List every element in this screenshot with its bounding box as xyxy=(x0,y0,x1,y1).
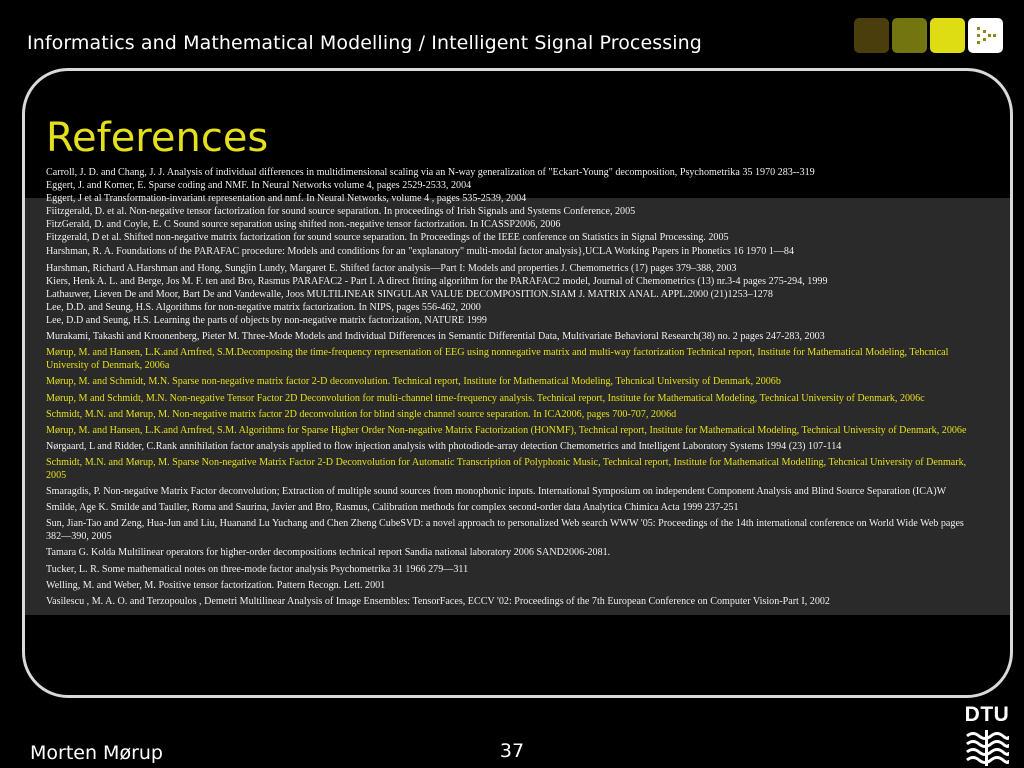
brand-square-white xyxy=(968,18,1003,53)
reference-item: Vasilescu , M. A. O. and Terzopoulos , Demetri Multilinear Analysis of Image Ensembles: TensorFaces, ECCV '02: Proceedings of the 7th European Conference on Computer Vision-Part I, 2002 xyxy=(46,595,830,607)
reference-item: Sun, Jian-Tao and Zeng, Hua-Jun and Liu, Huanand Lu Yuchang and Chen Zheng CubeSVD: a novel approach to personalized Web search WWW '05: Proceedings of the 14th international conference on World Wide Web pages 382—390, 2005 xyxy=(46,518,964,543)
reference-item: Murakami, Takashi and Kroonenberg, Pieter M. Three-Mode Models and Individual Differences in Semantic Differential Data, Multivariate Behavioral Research(38) no. 2 pages 247-283, 2003 xyxy=(46,331,825,343)
reference-item: Lee, D.D and Seung, H.S. Learning the parts of objects by non-negative matrix factorization, NATURE 1999 xyxy=(46,315,487,327)
dtu-logo xyxy=(962,702,1012,768)
reference-item: Lathauwer, Lieven De and Moor, Bart De and Vandewalle, Joos MULTILINEAR SINGULAR VALUE DECOMPOSITION.SIAM J. MATRIX ANAL. APPL.2000 (21)1253–1278 xyxy=(46,288,773,300)
reference-item: Fiitzgerald, D. et al. Non-negative tensor factorization for sound source separation. In proceedings of Irish Signals and Systems Conference, 2005 xyxy=(46,206,636,218)
reference-item: Mørup, M. and Hansen, L.K.and Arnfred, S.M. Algorithms for Sparse Higher Order Non-negative Matrix Factorization (HONMF), Technical report, Institute for Mathematical Modeling, Technical University of Denmark, 2006e xyxy=(46,424,967,436)
reference-item: Tucker, L. R. Some mathematical notes on three-mode factor analysis Psychometrika 31 1966 279—311 xyxy=(46,563,469,575)
reference-list xyxy=(46,166,981,608)
reference-item: Lee, D.D. and Seung, H.S. Algorithms for non-negative matrix factorization. In NIPS, pages 556-462, 2000 xyxy=(46,301,481,313)
brand-square-yellow xyxy=(930,18,965,53)
footer-author: Morten Mørup xyxy=(30,742,163,764)
reference-item: Welling, M. and Weber, M. Positive tensor factorization. Pattern Recogn. Lett. 2001 xyxy=(46,579,386,591)
reference-item: Schmidt, M.N. and Mørup, M. Non-negative matrix factor 2D deconvolution for blind single channel source separation. In ICA2006, pages 700-707, 2006d xyxy=(46,408,677,420)
content-frame xyxy=(22,68,1013,698)
page-number: 37 xyxy=(499,740,525,762)
reference-item: Mørup, M and Schmidt, M.N. Non-negative Tensor Factor 2D Deconvolution for multi-channel time-frequency analysis. Technical report, Institute for Mathematical Modeling, Technical University of Denmark, 2006c xyxy=(46,392,925,404)
reference-item: Carroll, J. D. and Chang, J. J. Analysis of individual differences in multidimensional scaling via an N-way generalization of "Eckart-Young" decomposition, Psychometrika 35 1970 283--319 xyxy=(46,167,815,178)
page-title: References xyxy=(46,115,269,161)
reference-item: Schmidt, M.N. and Mørup, M. Sparse Non-negative Matrix Factor 2-D Deconvolution for Automatic Transcription of Polyphonic Music, Technical report, Institute for Mathematical Modelling, Tehcnical University of Denmark, 2005 xyxy=(46,456,967,481)
reference-item: Tamara G. Kolda Multilinear operators for higher-order decompositions technical report Sandia national laboratory 2006 SAND2006-2081. xyxy=(46,547,611,559)
reference-item: Eggert, J. and Korner, E. Sparse coding and NMF. In Neural Networks volume 4, pages 2529-2533, 2004 xyxy=(46,180,472,192)
reference-item: Kiers, Henk A. L. and Berge, Jos M. F. ten and Bro, Rasmus PARAFAC2 - Part I. A direct fitting algorithm for the PARAFAC2 model, Journal of Chemometrics (13) nr.3-4 pages 275-294, 1999 xyxy=(46,275,828,287)
reference-item: Mørup, M. and Schmidt, M.N. Sparse non-negative matrix factor 2-D deconvolution. Technical report, Institute for Mathematical Modeling, Tehcnical University of Denmark, 2006b xyxy=(46,376,781,388)
reference-item: Harshman, Richard A.Harshman and Hong, Sungjin Lundy, Margaret E. Shifted factor analysis—Part I: Models and properties J. Chemometrics (17) pages 379–388, 2003 xyxy=(46,262,737,274)
reference-item: Fitzgerald, D et al. Shifted non-negative matrix factorization for sound source separation. In Proceedings of the IEEE conference on Statistics in Signal Processing. 2005 xyxy=(46,232,729,244)
reference-item: Smaragdis, P. Non-negative Matrix Factor deconvolution; Extraction of multiple sound sources from monophonic inputs. International Symposium on independent Component Analysis and Blind Source Separation (ICA)W xyxy=(46,486,947,498)
reference-item: FitzGerald, D. and Coyle, E. C Sound source separation using shifted non.-negative tensor factorization. In ICASSP2006, 2006 xyxy=(46,219,561,231)
dtu-logo-text: DTU xyxy=(964,703,1010,726)
brand-square-dark xyxy=(854,18,889,53)
reference-item: Mørup, M. and Hansen, L.K.and Arnfred, S.M.Decomposing the time-frequency representation of EEG using nonnegative matrix and multi-way factorization Technical report, Institute for Mathematical Modeling, Tehcnical University of Denmark, 2006a xyxy=(46,347,949,372)
reference-item: Eggert, J et al Transformation-invariant representation and nmf. In Neural Networks, volume 4 , pages 535-2539, 2004 xyxy=(46,193,527,205)
header-title: Informatics and Mathematical Modelling / Intelligent Signal Processing xyxy=(27,32,702,54)
reference-item: Harshman, R. A. Foundations of the PARAFAC procedure: Models and conditions for an "explanatory" multi-modal factor analysis},UCLA Working Papers in Phonetics 16 1970 1—84 xyxy=(46,245,794,257)
reference-item: Smilde, Age K. Smilde and Tauller, Roma and Saurina, Javier and Bro, Rasmus, Calibration methods for complex second-order data Analytica Chimica Acta 1999 237-251 xyxy=(46,502,739,514)
reference-item: Nørgaard, L and Ridder, C.Rank annihilation factor analysis applied to flow injection analysis with photodiode-array detection Chemometrics and Intelligent Laboratory Systems 1994 (23) 107-114 xyxy=(46,440,842,452)
dtu-logo-icon xyxy=(965,730,1009,766)
brand-square-olive xyxy=(892,18,927,53)
arrow-dots-icon xyxy=(974,24,997,47)
